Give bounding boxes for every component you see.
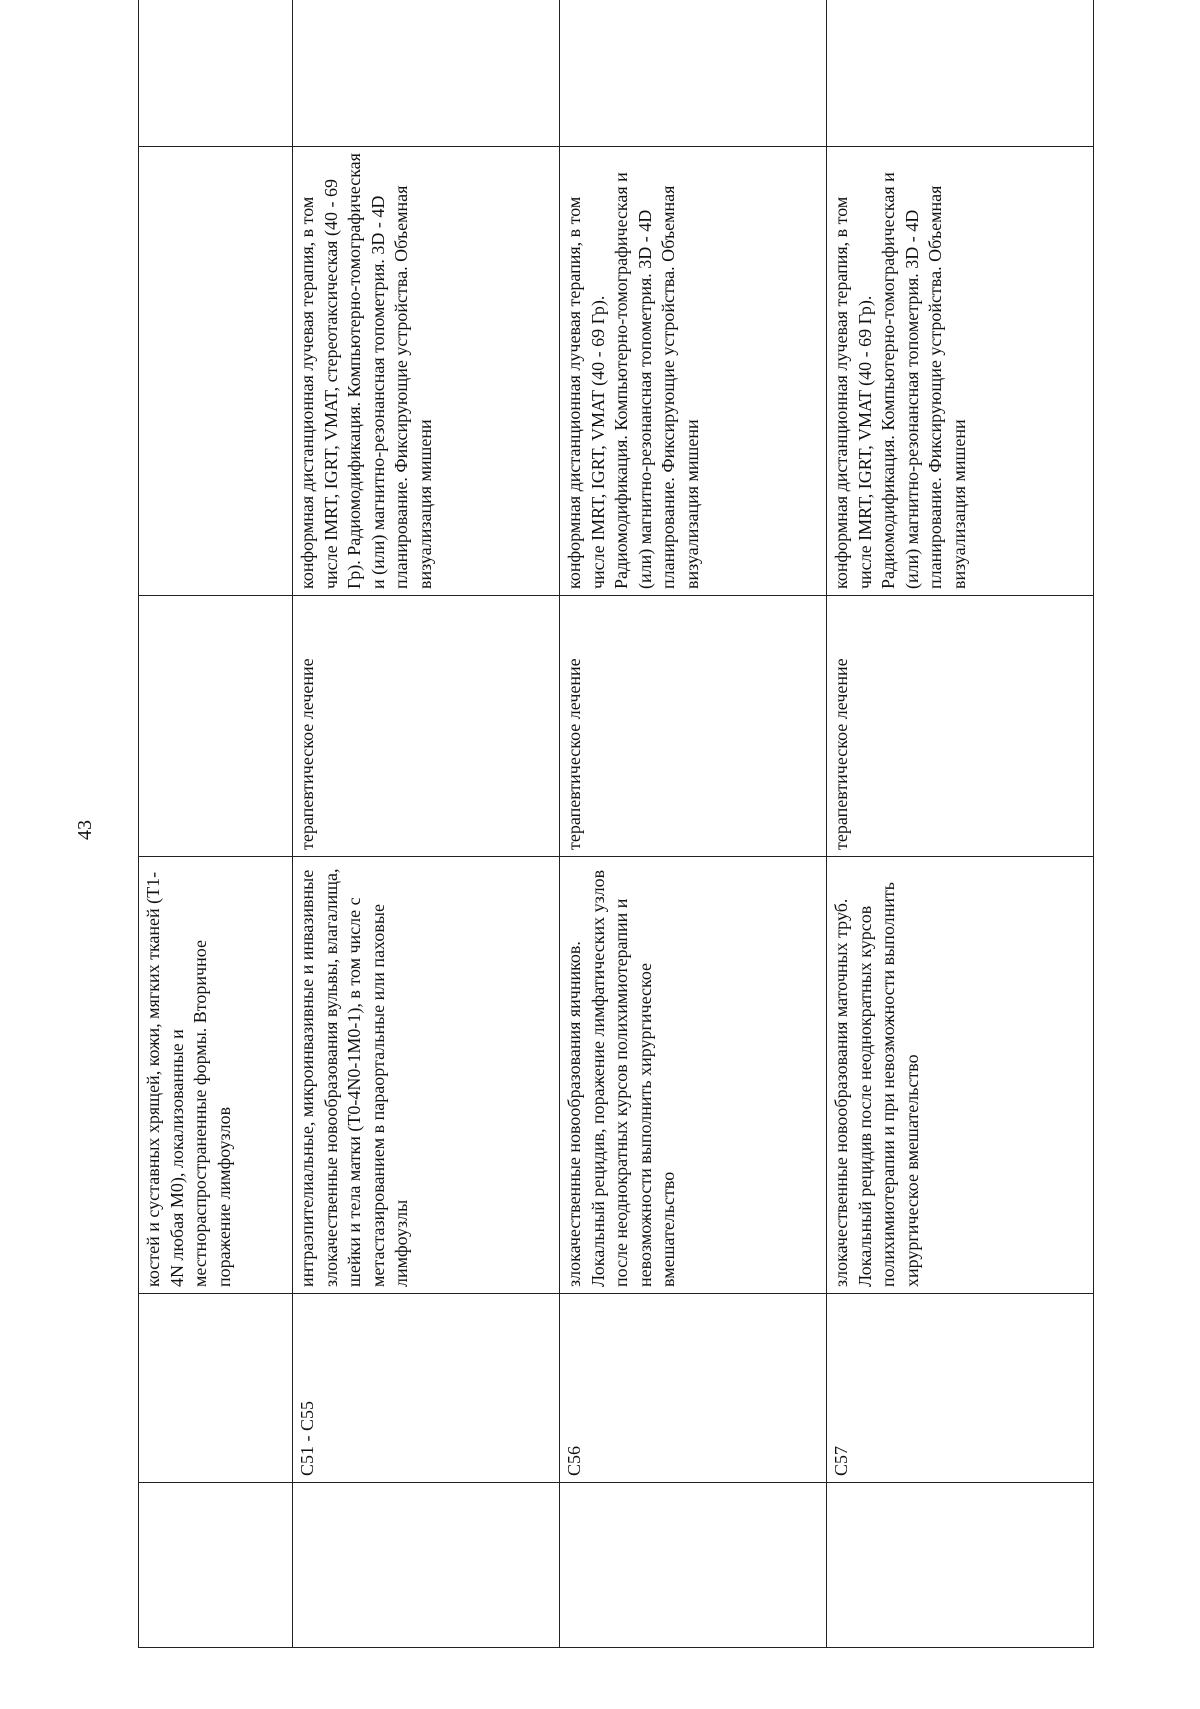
code-cell: C57 [827,1294,1094,1483]
code-cell: C51 - C55 [293,1294,560,1483]
diagnosis-cell: злокачественные новообразования яичников. Локальный рецидив, поражение лимфатических узлов после неоднократных курсов полихимиотерапии и невозможности выполнить хирургическое вмешательство [560,857,827,1294]
table-cell-empty [827,0,1094,147]
table-cell-empty [139,1483,293,1648]
diagnosis-cell: злокачественные новообразования маточных труб. Локальный рецидив после неоднократных курсов полихимиотерапии и при невозможности выполнить хирургическое вмешательство [827,857,1094,1294]
table-row [560,0,827,1648]
rotated-table-wrapper [138,62,1094,1648]
table-cell-empty [139,1294,293,1483]
treatment-cell: терапевтическое лечение [560,596,827,857]
diagnosis-cell: интраэпителиальные, микроинвазивные и инвазивные злокачественные новообразования вульвы, влагалища, шейки и тела матки (T0-4N0-1M0-1), в том числе с метастазированием в параортальные или паховые лимфоузлы [293,857,560,1294]
method-cell: конформная дистанционная лучевая терапия, в том числе IMRT, IGRT, VMAT (40 - 69 Гр). Радиомодификация. Компьютерно-томографическая и (или) магнитно-резонансная топометрия. 3D - 4D планирование. Фиксирующие устройства. Объемная визуализация мишени [827,147,1094,596]
table-cell-empty [827,1483,1094,1648]
table-cell-empty [560,0,827,147]
page-number: 43 [74,820,96,840]
table-cell-empty [293,0,560,147]
table-cell-empty [560,1483,827,1648]
table-cell-empty [139,147,293,596]
method-cell: конформная дистанционная лучевая терапия, в том числе IMRT, IGRT, VMAT, стереотаксическая (40 - 69 Гр). Радиомодификация. Компьютерно-томографическая и (или) магнитно-резонансная топометрия. 3D - 4D планирование. Фиксирующие устройства. Объемная визуализация мишени [293,147,560,596]
code-cell: C56 [560,1294,827,1483]
treatment-cell: терапевтическое лечение [827,596,1094,857]
treatment-cell: терапевтическое лечение [293,596,560,857]
table-cell-empty [139,0,293,147]
table-cell-empty [293,1483,560,1648]
table-row [139,0,293,1648]
table-row [827,0,1094,1648]
diagnosis-cell: костей и суставных хрящей, кожи, мягких тканей (T1-4N любая M0), локализованные и местнораспространенные формы. Вторичное поражение лимфоузлов [139,857,293,1294]
table-cell-empty [139,596,293,857]
method-cell: конформная дистанционная лучевая терапия, в том числе IMRT, IGRT, VMAT (40 - 69 Гр). Радиомодификация. Компьютерно-томографическая и (или) магнитно-резонансная топометрия. 3D - 4D планирование. Фиксирующие устройства. Объемная визуализация мишени [560,147,827,596]
treatment-table [138,0,1094,1648]
table-row [293,0,560,1648]
